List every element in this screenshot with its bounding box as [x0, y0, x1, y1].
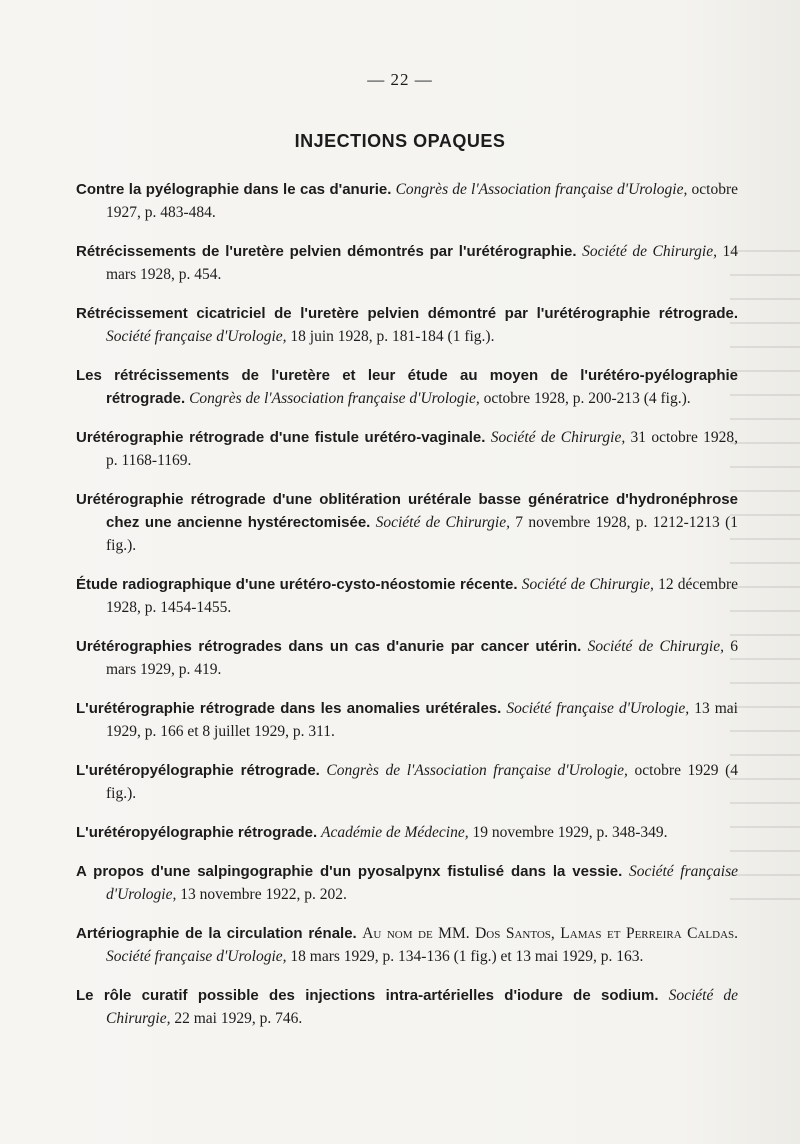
- entry-title: Artériographie de la circulation rénale.: [76, 925, 357, 942]
- bibliography-entry: [76, 302, 738, 348]
- entry-details: 12 décembre 1928, p. 1454-1455.: [106, 576, 739, 616]
- entry-details: 31 octobre 1928, p. 1168-1169.: [106, 429, 739, 469]
- entry-details: 19 novembre 1929, p. 348-349.: [472, 824, 668, 841]
- entry-details: 13 mai 1929, p. 166 et 8 juillet 1929, p. 311.: [106, 700, 738, 740]
- entry-details: 18 mars 1929, p. 134-136 (1 fig.) et 13 mai 1929, p. 163.: [290, 948, 644, 965]
- entry-details: 14 mars 1928, p. 454.: [106, 243, 739, 283]
- entry-source: Congrès de l'Association française d'Urologie,: [189, 390, 480, 407]
- bibliography-entry: [76, 426, 738, 472]
- entry-title: Urétérographies rétrogrades dans un cas d'anurie par cancer utérin.: [76, 638, 582, 655]
- bibliography-entry: [76, 573, 738, 619]
- entry-source: Société de Chirurgie,: [490, 429, 626, 446]
- entry-source: Académie de Médecine,: [321, 824, 469, 841]
- entry-details: 6 mars 1929, p. 419.: [106, 638, 738, 678]
- bibliography-entry: [76, 364, 738, 410]
- entry-source: Société de Chirurgie,: [375, 514, 510, 531]
- bibliography-entry: [76, 697, 738, 743]
- entry-title: Étude radiographique d'une urétéro-cysto-néostomie récente.: [76, 576, 518, 593]
- entry-title: Le rôle curatif possible des injections intra-artérielles d'iodure de sodium.: [76, 987, 659, 1004]
- bibliography-entry: [76, 240, 738, 286]
- bibliography-entry: [76, 635, 738, 681]
- entry-source: Congrès de l'Association française d'Urologie,: [395, 181, 688, 198]
- entry-title: L'urétéropyélographie rétrograde.: [76, 762, 320, 779]
- entry-title: Rétrécissement cicatriciel de l'uretère pelvien démontré par l'urétérographie rétrograde.: [76, 305, 738, 322]
- entry-authors: Au nom de MM. Dos Santos, Lamas et Perreira Caldas.: [362, 925, 739, 942]
- bibliography-entry: [76, 860, 738, 906]
- entry-title: Urétérographie rétrograde d'une fistule urétéro-vaginale.: [76, 429, 486, 446]
- entry-source: Société de Chirurgie,: [106, 987, 739, 1027]
- entry-details: octobre 1928, p. 200-213 (4 fig.).: [483, 390, 691, 407]
- entry-title: Rétrécissements de l'uretère pelvien démontrés par l'urétérographie.: [76, 243, 577, 260]
- entry-details: octobre 1929 (4 fig.).: [106, 762, 739, 802]
- page-number: — 22 —: [367, 70, 433, 89]
- entry-source: Société française d'Urologie,: [106, 948, 287, 965]
- entry-source: Société de Chirurgie,: [587, 638, 724, 655]
- entry-title: L'urétéropyélographie rétrograde.: [76, 824, 318, 841]
- entry-details: 7 novembre 1928, p. 1212-1213 (1 fig.).: [106, 514, 738, 554]
- entry-source: Société française d'Urologie,: [106, 863, 738, 903]
- entry-title: A propos d'une salpingographie d'un pyosalpynx fistulisé dans la vessie.: [76, 863, 623, 880]
- entry-title: Les rétrécissements de l'uretère et leur étude au moyen de l'urétéro-pyélographie rétrograde.: [76, 367, 738, 407]
- paper-show-through: [730, 250, 800, 900]
- bibliography-list: [76, 178, 738, 1046]
- section-title: INJECTIONS OPAQUES: [294, 131, 506, 151]
- bibliography-entry: [76, 922, 738, 968]
- entry-title: Contre la pyélographie dans le cas d'anurie.: [76, 181, 392, 198]
- bibliography-entry: [76, 984, 738, 1030]
- bibliography-entry: [76, 488, 738, 557]
- entry-title: Urétérographie rétrograde d'une oblitération urétérale basse génératrice d'hydronéphrose chez une ancienne hystérectomisée.: [76, 491, 738, 531]
- entry-details: 22 mai 1929, p. 746.: [174, 1010, 303, 1027]
- entry-details: 18 juin 1928, p. 181-184 (1 fig.).: [290, 328, 495, 345]
- entry-source: Congrès de l'Association française d'Urologie,: [326, 762, 628, 779]
- bibliography-entry: [76, 821, 738, 844]
- entry-details: 13 novembre 1922, p. 202.: [180, 886, 347, 903]
- entry-source: Société française d'Urologie,: [506, 700, 690, 717]
- entry-details: octobre 1927, p. 483-484.: [106, 181, 739, 221]
- bibliography-entry: [76, 178, 738, 224]
- entry-source: Société de Chirurgie,: [521, 576, 654, 593]
- entry-source: Société de Chirurgie,: [582, 243, 717, 260]
- entry-title: L'urétérographie rétrograde dans les anomalies urétérales.: [76, 700, 502, 717]
- entry-source: Société française d'Urologie,: [106, 328, 287, 345]
- bibliography-entry: [76, 759, 738, 805]
